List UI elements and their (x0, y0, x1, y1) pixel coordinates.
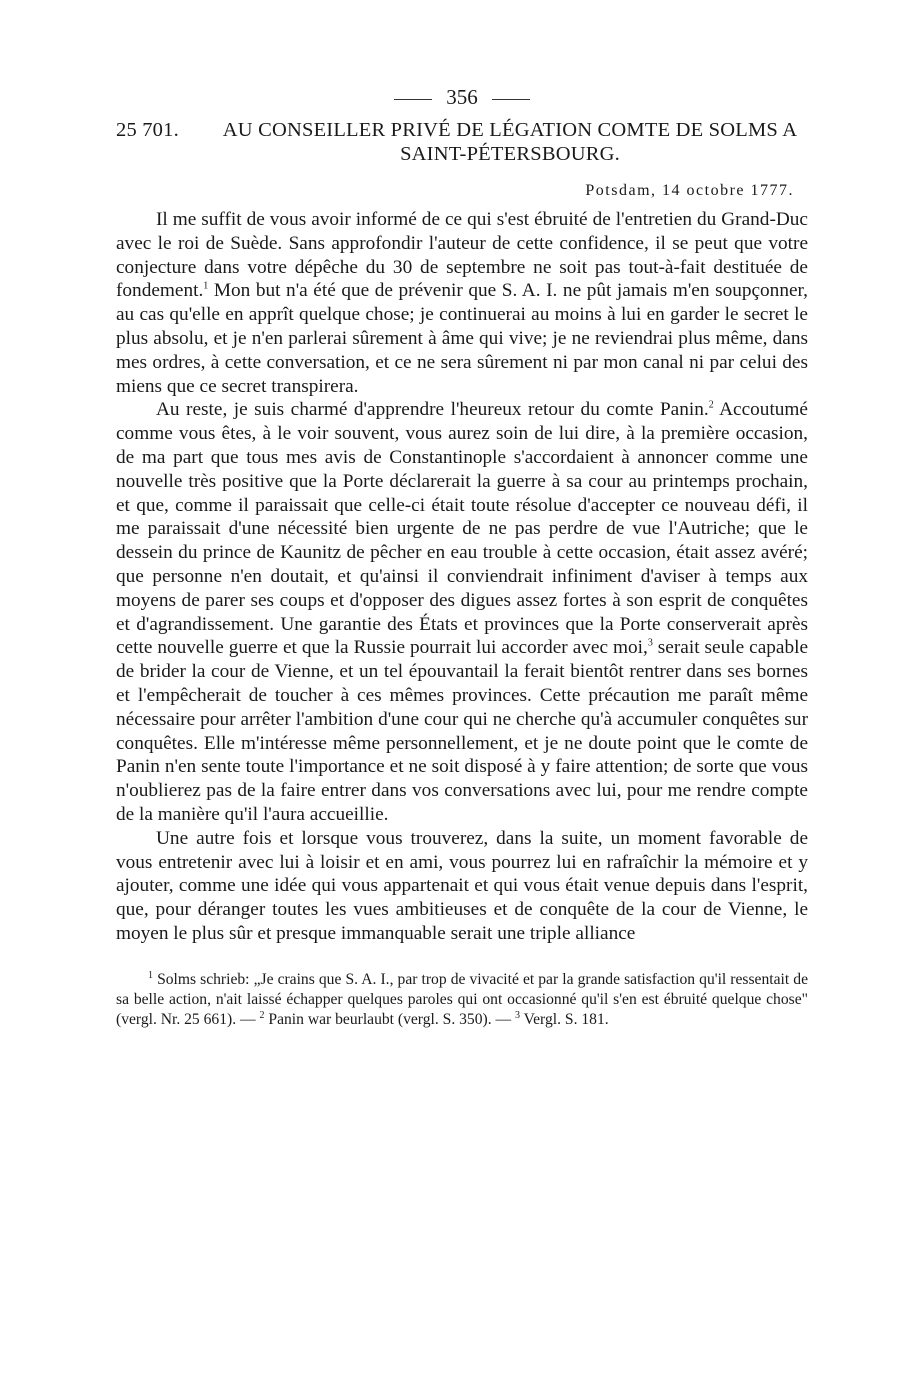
paragraph-3 (116, 827, 808, 946)
footnote-mark-3: 3 (514, 1009, 520, 1021)
paragraph-1-text-b: Mon but n'a été que de prévenir que S. A. I. ne pût jamais m'en soupçonner, au cas qu'elle en apprît quelque chose; je continuerai au moins à lui en garder le secret le plus absolu, et je n'en parlerai sûrement à âme qui vive; je ne reviendrai plus même, dans mes ordres, à cette conversation, et ce ne sera sûrement ni par mon canal ni par celui des miens que ce secret transpirera. (116, 280, 808, 397)
paragraph-3-text: Une autre fois et lorsque vous trouverez, dans la suite, un moment favorable de vous entretenir avec lui à loisir et en ami, vous pourrez lui en rafraîchir la mémoire et y ajouter, comme une idée qui vous appartenait et qui vous était venue depuis dans l'esprit, que, pour déranger toutes les vues ambitieuses et de conquête de la cour de Vienne, le moyen le plus sûr et presque immanquable serait une triple alliance (116, 827, 808, 944)
document-page (116, 82, 808, 1030)
paragraph-2 (116, 398, 808, 826)
paragraph-1-text-a: Il me suffit de vous avoir informé de ce qui s'est ébruité de l'entretien du Grand-Duc avec le roi de Suède. Sans approfondir l'auteur de cette confidence, il se peut que votre conjecture dans votre dépêche du 30 de septembre ne soit pas tout-à-fait destituée de fondement. (116, 209, 808, 302)
page-number-rule-right (492, 99, 530, 100)
letter-heading (116, 118, 808, 166)
footnote-block (116, 970, 808, 1030)
footnotes (116, 970, 808, 1030)
paragraph-2-text-a: Au reste, je suis charmé d'apprendre l'heureux retour du comte Panin. (156, 399, 709, 421)
footnote-mark-2: 2 (259, 1009, 265, 1021)
footnote-ref-2: 2 (708, 399, 714, 411)
paragraph-1 (116, 208, 808, 398)
page-number-rule-left (394, 99, 432, 100)
dateline: Potsdam, 14 octobre 1777. (585, 182, 794, 199)
letter-number: 25 701. (116, 119, 179, 141)
page-number (116, 82, 808, 112)
paragraph-2-text-b: Accoutumé comme vous êtes, à le voir souvent, vous aurez soin de lui dire, à la première occasion, de ma part que tous mes avis de Constantinople s'accordaient à annoncer comme une nouvelle très positive que la Porte déclarerait la guerre à sa cour au printemps prochain, et que, comme il paraissait que celle-ci était toute résolue d'accepter ce nouveau défi, il me paraissait d'une nécessité bien urgente de ne pas perdre de vue l'Autriche; que le dessein du prince de Kaunitz de pêcher en eau trouble à cette occasion, était assez avéré; que personne n'en doutait, et qu'ainsi il conviendrait infiniment d'aviser à temps aux moyens de parer ses coups et d'opposer des digues assez fortes à son esprit de conquêtes et d'agrandissement. Une garantie des États et provinces que la Porte conserverait après cette nouvelle guerre et que la Russie pourrait lui accorder avec moi, (116, 399, 808, 659)
footnote-ref-3: 3 (647, 637, 653, 649)
footnote-ref-1: 1 (203, 280, 209, 292)
footnote-2-text: Panin war beurlaubt (vergl. S. 350). — (264, 1010, 515, 1028)
footnote-1-text: Solms schrieb: „Je crains que S. A. I., par trop de vivacité et par la grande satisfaction qu'il ressentait de sa belle action, n'ait laissé échapper quelques paroles qui ont occasionné qu'il s'en est ébruité quelque chose" (vergl. Nr. 25 661). — (116, 970, 808, 1028)
footnote-3-text: Vergl. S. 181. (519, 1010, 609, 1028)
footnote-mark-1: 1 (148, 969, 153, 981)
letter-title: AU CONSEILLER PRIVÉ DE LÉGATION COMTE DE SOLMS A SAINT-PÉTERSBOURG. (222, 119, 798, 165)
letter-body (116, 208, 808, 946)
page-number-text: 356 (446, 85, 478, 109)
paragraph-2-text-c: serait seule capable de brider la cour de Vienne, et un tel épouvantail la ferait bientôt rentrer dans ses bornes et l'empêcherait de toucher à ces mêmes provinces. Cette précaution me paraît même nécessaire pour arrêter l'ambition d'une cour qui ne cherche qu'à accumuler conquêtes sur conquêtes. Elle m'intéresse même personnellement, et je ne doute point que le comte de Panin n'en sente toute l'importance et ne soit disposé à y faire attention; de sorte que vous n'oublierez pas de la faire entrer dans vos conversations avec lui, pour me rendre compte de la manière qu'il l'aura accueillie. (116, 637, 809, 825)
